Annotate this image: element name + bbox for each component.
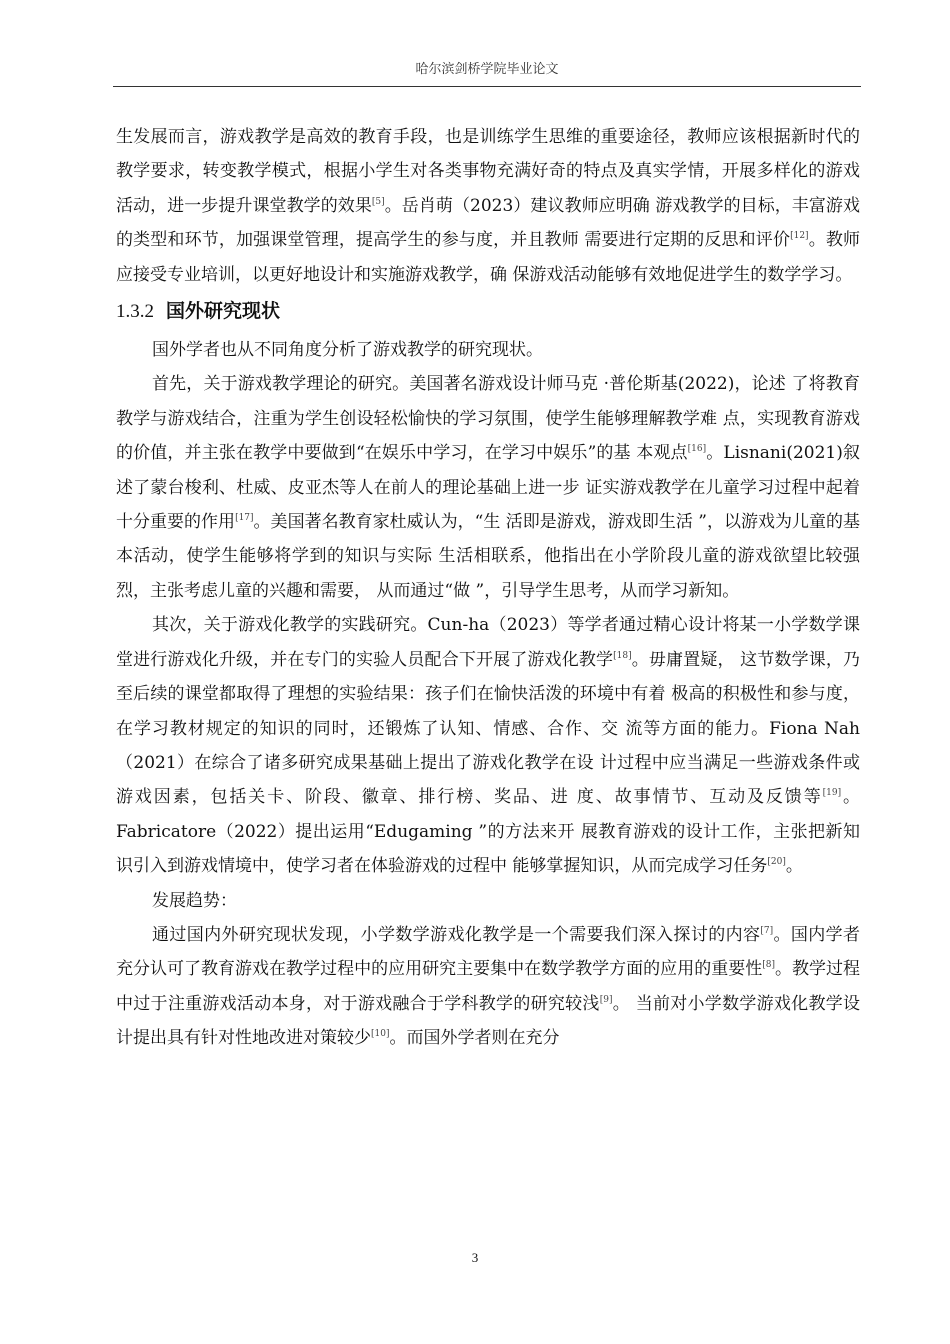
- section-heading: [116, 294, 860, 329]
- citation-ref: [7]: [760, 925, 774, 936]
- page-number: 3: [471, 1250, 479, 1265]
- text-run: 通过国内外研究现状发现，小学数学游戏化教学是一个需要我们深入探讨的内容: [152, 924, 761, 945]
- citation-ref: [8]: [762, 960, 775, 971]
- header-divider: [113, 86, 861, 87]
- body-text: [116, 120, 860, 1056]
- text-run: 其次，关于游戏化教学的实践研究。Cun-ha（2023）等学者通过精心设计将某一小学数学课堂进行游戏化升级，并在专门的实验人员配合下开展了游戏化教学: [116, 615, 860, 670]
- text-run: 。教师应接受专业培训，以更好地设计和实施游戏教学，确 保游戏活动能够有效地促进学生的数学学习。: [116, 230, 861, 285]
- text-run: 。教学过程中过于注重游戏活动本身，对于游戏融合于学科教学的研究较浅: [116, 959, 861, 1014]
- text-run: 。岳肖萌（2023）建议教师应明确 游戏教学的目标，丰富游戏的类型和环节，加强课堂管理，提高学生的参与度，并且教师 需要进行定期的反思和评价: [116, 195, 860, 251]
- text-run: 首先，关于游戏教学理论的研究。美国著名游戏设计师马克 ·普伦斯基(2022)，论述 了将教育教学与游戏结合，注重为学生创设轻松愉快的学习氛围，使学生能够理解教学难 点，实现教育游戏的价值，并主张在教学中要做到“在娱乐中学习，在学习中娱乐”的基 本观点: [116, 374, 860, 464]
- text-run: 。毋庸置疑， 这节数学课，乃至后续的课堂都取得了理想的实验结果：孩子们在愉快活泼的环境中有着 极高的积极性和参与度，在学习教材规定的知识的同时，还锻炼了认知、情感、合作、交 流等方面的能力。Fiona Nah（2021）在综合了诸多研究成果基础上提出了游戏化教学在设 计过程中应当满足一些游戏条件或游戏因素，包括关卡、阶段、徽章、排行榜、奖品、进 度、故事情节、互动及反馈等: [116, 649, 861, 808]
- citation-ref: [18]: [613, 650, 632, 661]
- citation-ref: [16]: [687, 444, 707, 455]
- text-run: 生发展而言，游戏教学是高效的教育手段，也是训练学生思维的重要途径，教师应该根据新时代的教学要求，转变教学模式，根据小学生对各类事物充满好奇的特点及真实学情，开展多样化的游戏活动，进一步提升课堂教学的效果: [116, 127, 860, 216]
- text-run: 。: [785, 856, 803, 877]
- section-number: 1.3.2: [116, 301, 154, 323]
- text-run: 。 当前对小学数学游戏化教学设计提出具有针对性地改进对策较少: [116, 993, 861, 1049]
- citation-ref: [12]: [790, 231, 809, 242]
- paragraph-3: [116, 367, 860, 608]
- paragraph-2: 国外学者也从不同角度分析了游戏教学的研究现状。: [152, 340, 543, 361]
- section-title: 国外研究现状: [166, 300, 281, 323]
- text-run: 。Fabricatore（2022）提出运用“Edugaming ”的方法来开 展教育游戏的设计工作，主张把新知识引入到游戏情境中，使学习者在体验游戏的过程中 能够掌握知识，从而完成学习任务: [116, 787, 861, 877]
- page-header: 哈尔滨剑桥学院毕业论文: [415, 62, 559, 77]
- paragraph-1: [116, 120, 860, 292]
- text-run: 。Lisnani(2021)叙述了蒙台梭利、杜威、皮亚杰等人在前人的理论基础上进一步 证实游戏教学在儿童学习过程中起着十分重要的作用: [116, 443, 860, 533]
- citation-ref: [20]: [767, 857, 786, 868]
- citation-ref: [17]: [235, 513, 254, 524]
- paragraph-5: 发展趋势：: [152, 890, 237, 911]
- citation-ref: [5]: [371, 196, 385, 207]
- text-run: 。美国著名教育家杜威认为，“生 活即是游戏，游戏即生活 ”，以游戏为儿童的基本活动，使学生能够将学到的知识与实际 生活相联系，他指出在小学阶段儿童的游戏欲望比较强烈，主张考虑儿童的兴趣和需要， 从而通过“做 ”，引导学生思考，从而学习新知。: [116, 512, 860, 601]
- citation-ref: [10]: [371, 1029, 390, 1040]
- citation-ref: [9]: [599, 994, 613, 1005]
- paragraph-4: [116, 608, 860, 883]
- paragraph-6: [116, 918, 860, 1056]
- text-run: 。国内学者充分认可了教育游戏在教学过程中的应用研究主要集中在数学教学方面的应用的重要性: [116, 924, 861, 980]
- citation-ref: [19]: [822, 788, 842, 799]
- text-run: 。而国外学者则在充分: [389, 1028, 560, 1049]
